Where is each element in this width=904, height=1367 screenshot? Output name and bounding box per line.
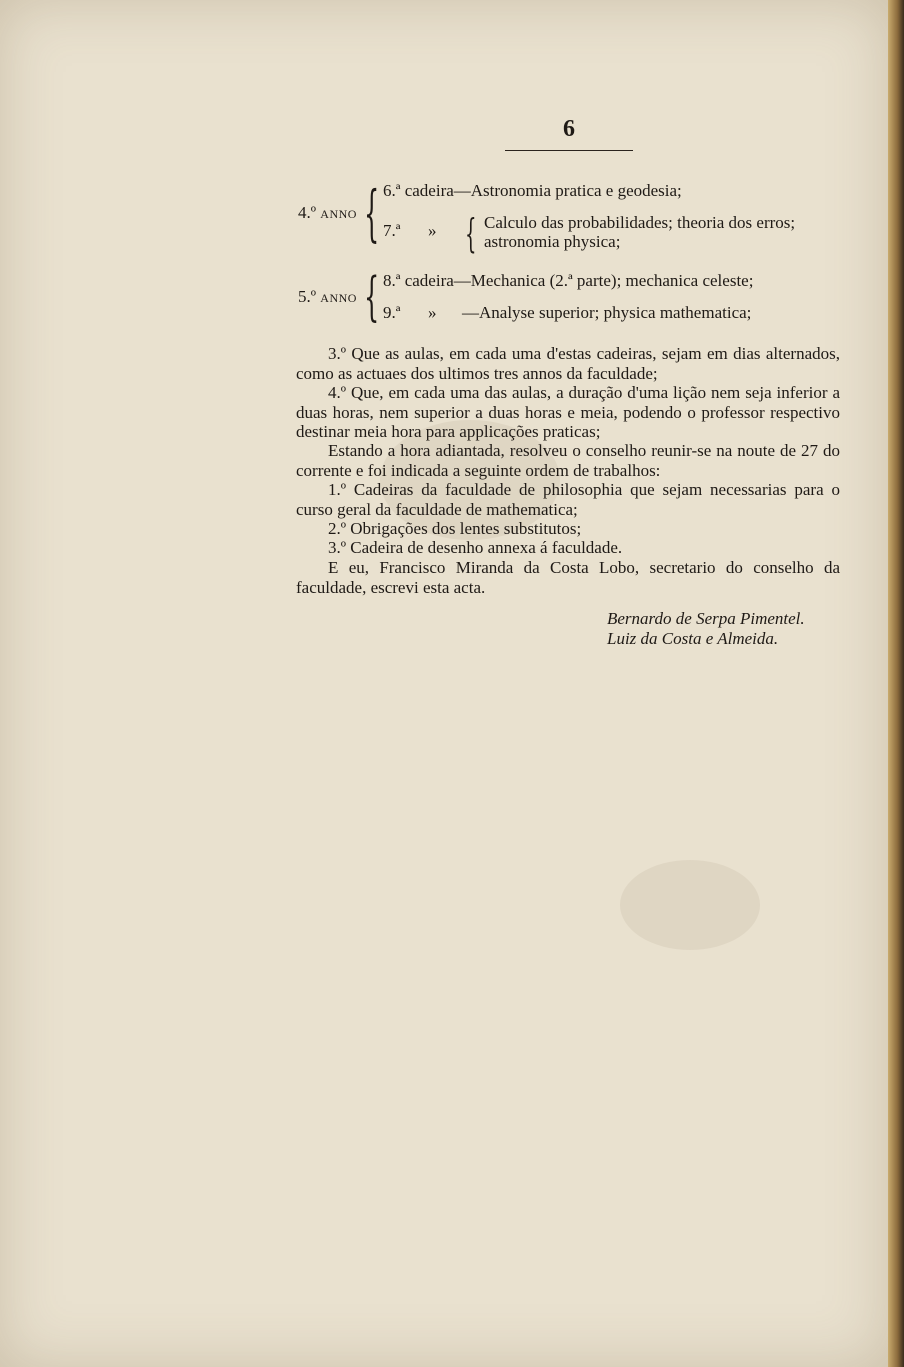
page-edge — [888, 0, 904, 1367]
course-calculo-probabilidades: Calculo das probabilidades; theoria dos erros; — [484, 213, 796, 232]
year-4-row-1 — [383, 181, 682, 201]
year-4-inner-brace: { — [465, 212, 477, 259]
year-5-brace: { — [364, 266, 380, 328]
course-astronomia-physica: astronomia physica; — [484, 232, 621, 251]
ordinal-9: 9.ª — [383, 303, 401, 322]
agenda-item-1: 1.º Cadeiras da faculdade de philosophia que sejam necessarias para o curso geral da faculdade de mathematica; — [296, 480, 840, 519]
paragraph-adjourn: Estando a hora adiantada, resolveu o conselho reunir-se na noute de 27 do corrente e foi indicada a seguinte ordem de trabalhos: — [296, 441, 840, 480]
year-5-row-1 — [383, 271, 753, 291]
closing-paragraph: E eu, Francisco Miranda da Costa Lobo, secretario do conselho da faculdade, escrevi esta acta. — [296, 558, 840, 597]
year-5-label — [298, 287, 357, 307]
agenda-item-2: 2.º Obrigações dos lentes substitutos; — [328, 519, 582, 538]
page-number: 6 — [563, 116, 575, 142]
year-5-anno: ANNO — [320, 291, 357, 305]
course-analyse-superior: —Analyse superior; physica mathematica; — [462, 303, 752, 322]
page-number-rule — [505, 150, 633, 151]
year-5-ordinal: 5.º — [298, 287, 317, 306]
paragraph-4: 4.º Que, em cada uma das aulas, a duração d'uma lição nem seja inferior a duas horas, nem superior a duas horas e meia, podendo o professor respectivo destinar meia hora para applicações praticas; — [296, 383, 840, 441]
ordinal-8: 8.ª — [383, 271, 401, 290]
ordinal-7: 7.ª — [383, 221, 401, 240]
ditto-mark: » — [428, 303, 437, 322]
ditto-mark: » — [428, 221, 437, 240]
year-4-anno: ANNO — [320, 207, 357, 221]
ordinal-6: 6.ª — [383, 181, 401, 200]
course-mechanica: cadeira—Mechanica (2.ª parte); mechanica celeste; — [404, 271, 754, 290]
signature-bernardo: Bernardo de Serpa Pimentel. — [607, 609, 805, 628]
paragraph-3: 3.º Que as aulas, em cada uma d'estas cadeiras, sejam em dias alternados, como as actuaes dos ultimos tres annos da faculdade; — [296, 344, 840, 383]
signature-luiz: Luiz da Costa e Almeida. — [607, 629, 779, 648]
year-4-brace: { — [364, 178, 380, 250]
course-astronomia-pratica: cadeira—Astronomia pratica e geodesia; — [404, 181, 682, 200]
year-4-label — [298, 203, 357, 223]
agenda-item-3: 3.º Cadeira de desenho annexa á faculdade. — [328, 538, 623, 557]
year-4-ordinal: 4.º — [298, 203, 317, 222]
paper-stain — [620, 860, 760, 950]
